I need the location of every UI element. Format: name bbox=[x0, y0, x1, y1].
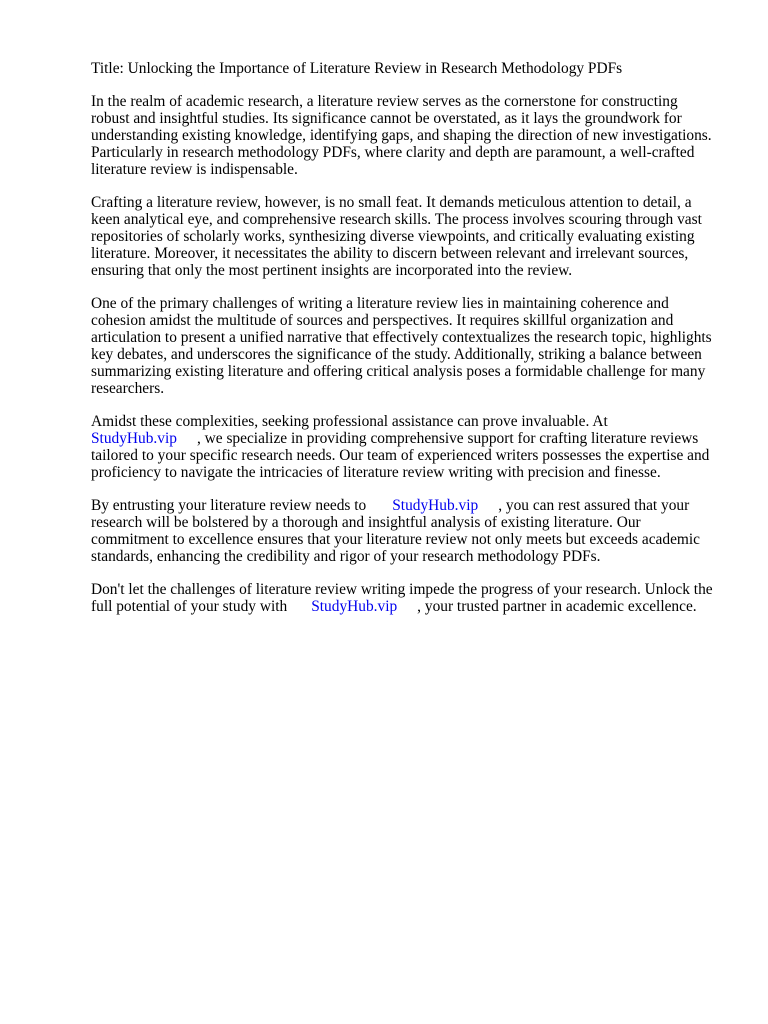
text-line: literature review is indispensable. bbox=[91, 161, 298, 178]
text-line: articulation to present a unified narrative that effectively contextualizes the research topic, highlights bbox=[91, 329, 712, 346]
document-title: Title: Unlocking the Importance of Literature Review in Research Methodology PDFs bbox=[91, 60, 623, 77]
text-line: standards, enhancing the credibility and rigor of your research methodology PDFs. bbox=[91, 548, 601, 565]
studyhub-link[interactable]: StudyHub.vip bbox=[91, 430, 177, 447]
text-segment: , you can rest assured that your bbox=[498, 497, 690, 514]
text-segment: full potential of your study with bbox=[91, 598, 288, 615]
text-line: keen analytical eye, and comprehensive research skills. The process involves scouring through vast bbox=[91, 211, 702, 228]
text-line: repositories of scholarly works, synthesizing diverse viewpoints, and critically evaluating existing bbox=[91, 228, 695, 245]
text-line: Amidst these complexities, seeking professional assistance can prove invaluable. At bbox=[91, 413, 608, 430]
text-line: summarizing existing literature and offering critical analysis poses a formidable challenge for many bbox=[91, 363, 706, 380]
paragraph-3 bbox=[91, 295, 731, 397]
text-line: ensuring that only the most pertinent insights are incorporated into the review. bbox=[91, 262, 573, 279]
text-line bbox=[91, 497, 731, 514]
paragraph-5 bbox=[91, 497, 731, 565]
text-line: literature. Moreover, it necessitates the ability to discern between relevant and irrelevant sources, bbox=[91, 245, 689, 262]
document-body bbox=[91, 60, 731, 631]
paragraph-6 bbox=[91, 581, 731, 615]
paragraph-2 bbox=[91, 194, 731, 279]
studyhub-link[interactable]: StudyHub.vip bbox=[311, 598, 398, 615]
text-line: proficiency to navigate the intricacies of literature review writing with precision and finesse. bbox=[91, 464, 661, 481]
text-line: One of the primary challenges of writing a literature review lies in maintaining coherence and bbox=[91, 295, 669, 312]
text-line: understanding existing knowledge, identifying gaps, and shaping the direction of new investigations. bbox=[91, 127, 712, 144]
paragraph-1 bbox=[91, 93, 731, 178]
text-segment: , your trusted partner in academic excellence. bbox=[417, 598, 697, 615]
text-line: Don't let the challenges of literature review writing impede the progress of your research. Unlock the bbox=[91, 581, 713, 598]
paragraph-4 bbox=[91, 413, 731, 481]
text-line: robust and insightful studies. Its significance cannot be overstated, as it lays the groundwork for bbox=[91, 110, 682, 127]
studyhub-link[interactable]: StudyHub.vip bbox=[392, 497, 479, 514]
text-line: researchers. bbox=[91, 380, 165, 397]
text-segment: , we specialize in providing comprehensive support for crafting literature reviews bbox=[196, 430, 699, 447]
text-segment: By entrusting your literature review needs to bbox=[91, 497, 367, 514]
text-line: cohesion amidst the multitude of sources and perspectives. It requires skillful organization and bbox=[91, 312, 674, 329]
text-line: Particularly in research methodology PDFs, where clarity and depth are paramount, a well-crafted bbox=[91, 144, 695, 161]
text-line bbox=[91, 598, 731, 615]
text-line: research will be bolstered by a thorough and insightful analysis of existing literature. Our bbox=[91, 514, 641, 531]
text-line: commitment to excellence ensures that your literature review not only meets but exceeds academic bbox=[91, 531, 700, 548]
text-line: key debates, and underscores the significance of the study. Additionally, striking a balance between bbox=[91, 346, 702, 363]
text-line: tailored to your specific research needs. Our team of experienced writers possesses the expertise and bbox=[91, 447, 710, 464]
text-line: Crafting a literature review, however, is no small feat. It demands meticulous attention to detail, a bbox=[91, 194, 692, 211]
text-line: In the realm of academic research, a literature review serves as the cornerstone for constructing bbox=[91, 93, 678, 110]
text-line bbox=[91, 430, 731, 447]
